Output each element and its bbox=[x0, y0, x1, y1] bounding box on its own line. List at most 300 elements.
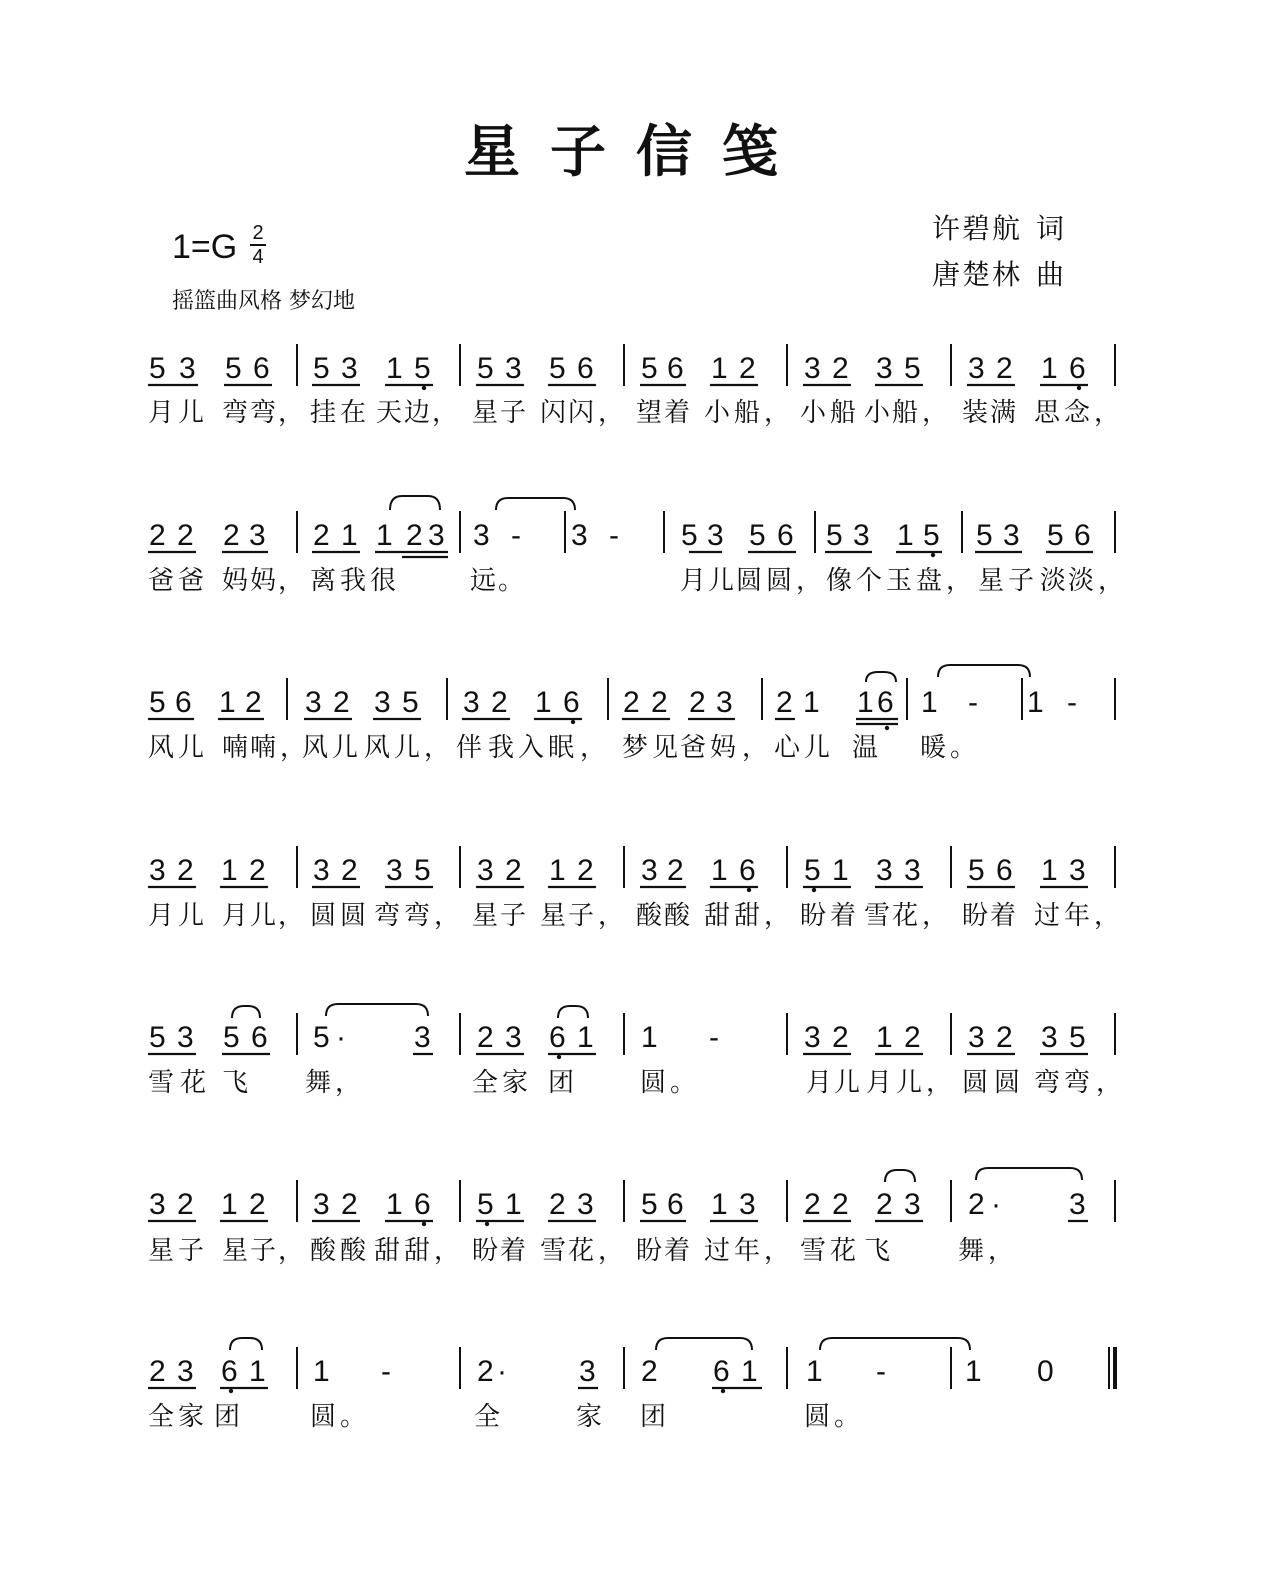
lyric-char: 淡 bbox=[1068, 566, 1095, 596]
lyric-char: 梦 bbox=[622, 733, 649, 763]
lyric-char: 见 bbox=[652, 733, 679, 763]
note-5: 5 bbox=[641, 1188, 658, 1221]
lyric-char: 圆 bbox=[804, 1402, 831, 1432]
note-2: 2 bbox=[149, 1355, 166, 1388]
lyric-char: 子 bbox=[568, 901, 595, 931]
lyric-char: 全 bbox=[474, 1402, 501, 1432]
low-octave-dot bbox=[422, 386, 426, 390]
note-3: 3 bbox=[463, 686, 480, 719]
lyric-char: 雪 bbox=[864, 901, 891, 931]
note-·: · bbox=[991, 1188, 1001, 1221]
note-2: 2 bbox=[245, 686, 262, 719]
lyric-char: ， bbox=[432, 398, 459, 428]
slur-arc bbox=[496, 498, 575, 510]
lyric-char: 风 bbox=[302, 733, 329, 763]
note-3: 3 bbox=[579, 1355, 596, 1388]
key-signature: 1=G bbox=[172, 228, 238, 266]
lyric-char: 圆 bbox=[736, 566, 763, 596]
lyric-char: 盼 bbox=[472, 1236, 499, 1266]
lyric-char: 星 bbox=[540, 901, 567, 931]
lyric-char: ， bbox=[434, 1236, 461, 1266]
lyric-char: 月 bbox=[148, 398, 175, 428]
slur-arc bbox=[820, 1338, 970, 1350]
slur-arc bbox=[976, 1168, 1082, 1180]
note-1: 1 bbox=[376, 519, 393, 552]
note-2: 2 bbox=[804, 1188, 821, 1221]
note-6: 6 bbox=[877, 686, 894, 719]
lyric-char: 儿 bbox=[708, 566, 735, 596]
note-3: 3 bbox=[577, 1188, 594, 1221]
low-octave-dot bbox=[721, 1389, 725, 1393]
lyric-char: 着 bbox=[664, 398, 691, 428]
lyricist-role: 词 bbox=[1036, 212, 1067, 245]
note-6: 6 bbox=[777, 519, 794, 552]
note-2: 2 bbox=[996, 1021, 1013, 1054]
lyric-char: ， bbox=[278, 1236, 305, 1266]
note-1: 1 bbox=[219, 686, 236, 719]
note-2: 2 bbox=[832, 1188, 849, 1221]
lyric-char: ， bbox=[278, 901, 305, 931]
note-2: 2 bbox=[549, 1188, 566, 1221]
note-2: 2 bbox=[577, 854, 594, 887]
note-1: 1 bbox=[505, 1188, 522, 1221]
note-1: 1 bbox=[535, 686, 552, 719]
lyric-char: 爸 bbox=[178, 566, 205, 596]
note-3: 3 bbox=[414, 1021, 431, 1054]
low-octave-dot bbox=[229, 1389, 233, 1393]
lyric-char: 。 bbox=[834, 1402, 861, 1432]
note-3: 3 bbox=[149, 854, 166, 887]
lyric-char: 风 bbox=[148, 733, 175, 763]
note-3: 3 bbox=[716, 686, 733, 719]
lyric-char: 子 bbox=[1008, 566, 1035, 596]
low-octave-dot bbox=[571, 720, 575, 724]
note-3: 3 bbox=[249, 519, 266, 552]
note-1: 1 bbox=[876, 1021, 893, 1054]
lyric-char: 月 bbox=[222, 901, 249, 931]
note-1: 1 bbox=[386, 352, 403, 385]
note-1: 1 bbox=[313, 1355, 330, 1388]
lyric-char: 入 bbox=[518, 733, 545, 763]
lyric-char: 思 bbox=[1034, 398, 1061, 428]
note-2: 2 bbox=[341, 1188, 358, 1221]
lyric-char: 离 bbox=[310, 566, 337, 596]
slur-arc bbox=[866, 672, 896, 682]
lyric-char: 儿 bbox=[394, 733, 421, 763]
tempo-marking: 摇篮曲风格 梦幻地 bbox=[172, 289, 355, 314]
lyric-char: ， bbox=[1096, 1068, 1123, 1098]
lyric-char: 花 bbox=[892, 901, 919, 931]
lyric-char: 弯 bbox=[222, 398, 249, 428]
lyric-char: 小 bbox=[800, 398, 827, 428]
note-2: 2 bbox=[477, 1021, 494, 1054]
note-6: 6 bbox=[414, 1188, 431, 1221]
lyric-char: 着 bbox=[990, 901, 1017, 931]
lyric-char: 圆 bbox=[962, 1068, 989, 1098]
note-2: 2 bbox=[832, 352, 849, 385]
note-2: 2 bbox=[249, 854, 266, 887]
note-1: 1 bbox=[221, 1188, 238, 1221]
note-3: 3 bbox=[505, 352, 522, 385]
note-3: 3 bbox=[477, 854, 494, 887]
note-3: 3 bbox=[853, 519, 870, 552]
note-1: 1 bbox=[1027, 686, 1044, 719]
note-3: 3 bbox=[177, 1021, 194, 1054]
lyric-char: 盘 bbox=[916, 566, 943, 596]
lyric-char: ， bbox=[922, 398, 949, 428]
note-3: 3 bbox=[876, 352, 893, 385]
note-2: 2 bbox=[313, 519, 330, 552]
lyric-char: 儿 bbox=[250, 901, 277, 931]
note-6: 6 bbox=[253, 352, 270, 385]
note-·: · bbox=[336, 1021, 346, 1054]
slur-arc bbox=[390, 496, 440, 510]
note-5: 5 bbox=[749, 519, 766, 552]
note-5: 5 bbox=[402, 686, 419, 719]
lyric-char: 甜 bbox=[374, 1236, 401, 1266]
song-title: 星子信笺 bbox=[464, 119, 808, 185]
composer-role: 曲 bbox=[1036, 258, 1067, 291]
note-3: 3 bbox=[386, 854, 403, 887]
note-1: 1 bbox=[921, 686, 938, 719]
note-3: 3 bbox=[177, 1355, 194, 1388]
slur-arc bbox=[232, 1006, 260, 1018]
lyric-char: 装 bbox=[962, 398, 989, 428]
note-3: 3 bbox=[876, 854, 893, 887]
lyric-char: 天 bbox=[376, 398, 403, 428]
note-2: 2 bbox=[641, 1355, 658, 1388]
lyric-char: 像 bbox=[826, 566, 853, 596]
lyric-char: 小 bbox=[704, 398, 731, 428]
lyric-char: 子 bbox=[500, 901, 527, 931]
lyric-char: 甜 bbox=[734, 901, 761, 931]
note-5: 5 bbox=[904, 352, 921, 385]
note-1: 1 bbox=[741, 1355, 758, 1388]
lyric-char: ， bbox=[434, 901, 461, 931]
note-6: 6 bbox=[667, 1188, 684, 1221]
lyric-char: ， bbox=[1094, 901, 1121, 931]
note-2: 2 bbox=[623, 686, 640, 719]
note-3: 3 bbox=[428, 519, 445, 552]
lyric-char: ， bbox=[764, 398, 791, 428]
lyric-char: 儿 bbox=[178, 398, 205, 428]
note-1: 1 bbox=[1041, 854, 1058, 887]
lyric-char: 年 bbox=[734, 1236, 761, 1266]
note-3: 3 bbox=[313, 1188, 330, 1221]
lyric-char: ， bbox=[278, 398, 305, 428]
lyric-char: 玉 bbox=[886, 566, 913, 596]
lyric-char: 。 bbox=[498, 566, 525, 596]
lyric-char: 温 bbox=[852, 733, 879, 763]
lyric-char: 喃 bbox=[250, 733, 277, 763]
lyric-char: 月 bbox=[866, 1068, 893, 1098]
note-5: 5 bbox=[477, 1188, 494, 1221]
lyric-char: 子 bbox=[178, 1236, 205, 1266]
note-5: 5 bbox=[641, 352, 658, 385]
note-1: 1 bbox=[897, 519, 914, 552]
note--: - bbox=[968, 686, 978, 719]
note-1: 1 bbox=[221, 854, 238, 887]
note-1: 1 bbox=[641, 1021, 658, 1054]
lyric-char: 弯 bbox=[1034, 1068, 1061, 1098]
lyric-char: 挂 bbox=[310, 398, 337, 428]
note-5: 5 bbox=[225, 352, 242, 385]
slur-arc bbox=[230, 1338, 262, 1350]
lyric-char: 弯 bbox=[250, 398, 277, 428]
lyric-char: 弯 bbox=[404, 901, 431, 931]
note-2: 2 bbox=[904, 1021, 921, 1054]
lyric-char: 。 bbox=[950, 733, 977, 763]
lyric-char: 家 bbox=[576, 1402, 603, 1432]
lyric-char: 满 bbox=[990, 398, 1017, 428]
note-5: 5 bbox=[968, 854, 985, 887]
lyric-char: 伴 bbox=[456, 733, 483, 763]
note-6: 6 bbox=[713, 1355, 730, 1388]
note-5: 5 bbox=[976, 519, 993, 552]
note-3: 3 bbox=[313, 854, 330, 887]
lyric-char: 圆 bbox=[640, 1068, 667, 1098]
lyric-char: 舞 bbox=[305, 1068, 332, 1098]
note-5: 5 bbox=[414, 854, 431, 887]
note-1: 1 bbox=[832, 854, 849, 887]
time-signature-bottom: 4 bbox=[252, 246, 264, 268]
lyric-char: 月 bbox=[148, 901, 175, 931]
note-2: 2 bbox=[832, 1021, 849, 1054]
lyric-char: 花 bbox=[568, 1236, 595, 1266]
lyric-char: 家 bbox=[502, 1068, 529, 1098]
lyric-char: ， bbox=[598, 1236, 625, 1266]
lyric-char: 船 bbox=[830, 398, 857, 428]
note-5: 5 bbox=[149, 352, 166, 385]
note-3: 3 bbox=[1041, 1021, 1058, 1054]
lyric-char: 星 bbox=[978, 566, 1005, 596]
lyric-char: 闪 bbox=[540, 398, 567, 428]
note-3: 3 bbox=[1069, 1188, 1086, 1221]
lyric-char: 花 bbox=[180, 1068, 207, 1098]
note-1: 1 bbox=[711, 854, 728, 887]
lyric-char: 远 bbox=[470, 566, 497, 596]
low-octave-dot bbox=[557, 1055, 561, 1059]
note-1: 1 bbox=[965, 1355, 982, 1388]
note-1: 1 bbox=[1041, 352, 1058, 385]
note-3: 3 bbox=[571, 519, 588, 552]
lyricist-name: 许碧航 bbox=[932, 212, 1023, 245]
lyric-char: 边 bbox=[404, 398, 431, 428]
note-1: 1 bbox=[803, 686, 820, 719]
lyric-char: 。 bbox=[340, 1402, 367, 1432]
lyric-char: ， bbox=[598, 398, 625, 428]
lyric-char: 酸 bbox=[636, 901, 663, 931]
note--: - bbox=[511, 519, 521, 552]
lyric-char: 妈 bbox=[222, 566, 249, 596]
lyric-char: 儿 bbox=[896, 1068, 923, 1098]
note-5: 5 bbox=[223, 1021, 240, 1054]
lyric-char: 在 bbox=[340, 398, 367, 428]
lyric-char: 圆 bbox=[340, 901, 367, 931]
slur-arc bbox=[326, 1004, 428, 1016]
note--: - bbox=[1067, 686, 1077, 719]
lyric-char: 飞 bbox=[864, 1236, 891, 1266]
lyric-char: 飞 bbox=[222, 1068, 249, 1098]
lyric-char: 圆 bbox=[310, 901, 337, 931]
low-octave-dot bbox=[747, 888, 751, 892]
lyric-char: ， bbox=[335, 1068, 362, 1098]
note-2: 2 bbox=[249, 1188, 266, 1221]
slur-arc bbox=[938, 665, 1030, 677]
lyric-char: ， bbox=[598, 901, 625, 931]
note-3: 3 bbox=[968, 1021, 985, 1054]
lyric-char: 船 bbox=[892, 398, 919, 428]
lyric-char: ， bbox=[742, 733, 769, 763]
lyric-char: 很 bbox=[370, 566, 397, 596]
note-1: 1 bbox=[711, 1188, 728, 1221]
lyric-char: 妈 bbox=[710, 733, 737, 763]
lyric-char: 过 bbox=[1034, 901, 1061, 931]
lyric-char: 舞 bbox=[958, 1236, 985, 1266]
note-1: 1 bbox=[249, 1355, 266, 1388]
lyric-char: 甜 bbox=[704, 901, 731, 931]
note-6: 6 bbox=[251, 1021, 268, 1054]
lyric-char: 全 bbox=[148, 1402, 175, 1432]
note-3: 3 bbox=[505, 1021, 522, 1054]
note-5: 5 bbox=[681, 519, 698, 552]
lyric-char: 圆 bbox=[310, 1402, 337, 1432]
lyric-char: 雪 bbox=[800, 1236, 827, 1266]
note-0: 0 bbox=[1037, 1355, 1054, 1388]
slur-arc bbox=[656, 1338, 752, 1350]
lyric-char: ， bbox=[764, 901, 791, 931]
lyric-char: 圆 bbox=[766, 566, 793, 596]
lyric-char: ， bbox=[424, 733, 451, 763]
note-3: 3 bbox=[305, 686, 322, 719]
note-3: 3 bbox=[341, 352, 358, 385]
note-2: 2 bbox=[223, 519, 240, 552]
lyric-char: 星 bbox=[222, 1236, 249, 1266]
lyric-char: 家 bbox=[178, 1402, 205, 1432]
note--: - bbox=[876, 1355, 886, 1388]
lyric-char: 念 bbox=[1064, 398, 1091, 428]
note-5: 5 bbox=[313, 1021, 330, 1054]
lyric-char: ， bbox=[988, 1236, 1015, 1266]
lyric-char: ， bbox=[796, 566, 823, 596]
lyric-char: ， bbox=[280, 733, 307, 763]
low-octave-dot bbox=[1077, 386, 1081, 390]
note-6: 6 bbox=[221, 1355, 238, 1388]
note--: - bbox=[381, 1355, 391, 1388]
lyric-char: 团 bbox=[640, 1402, 667, 1432]
lyric-char: 小 bbox=[864, 398, 891, 428]
lyric-char: 心 bbox=[774, 733, 801, 763]
lyric-char: 月 bbox=[806, 1068, 833, 1098]
lyric-char: 雪 bbox=[148, 1068, 175, 1098]
note-6: 6 bbox=[577, 352, 594, 385]
note-1: 1 bbox=[577, 1021, 594, 1054]
lyric-char: 儿 bbox=[178, 901, 205, 931]
lyric-char: ， bbox=[922, 901, 949, 931]
lyric-char: 妈 bbox=[250, 566, 277, 596]
lyric-char: 星 bbox=[148, 1236, 175, 1266]
note-2: 2 bbox=[996, 352, 1013, 385]
note-5: 5 bbox=[549, 352, 566, 385]
note-5: 5 bbox=[149, 1021, 166, 1054]
note-2: 2 bbox=[739, 352, 756, 385]
low-octave-dot bbox=[485, 1222, 489, 1226]
note-2: 2 bbox=[341, 854, 358, 887]
note--: - bbox=[609, 519, 619, 552]
note-3: 3 bbox=[804, 1021, 821, 1054]
note-3: 3 bbox=[1069, 854, 1086, 887]
note-6: 6 bbox=[667, 352, 684, 385]
lyric-char: 全 bbox=[472, 1068, 499, 1098]
lyric-char: 酸 bbox=[310, 1236, 337, 1266]
note-3: 3 bbox=[179, 352, 196, 385]
lyric-char: 月 bbox=[680, 566, 707, 596]
time-signature-top: 2 bbox=[252, 222, 264, 244]
lyric-char: 个 bbox=[856, 566, 883, 596]
note-5: 5 bbox=[313, 352, 330, 385]
note-3: 3 bbox=[804, 352, 821, 385]
note-6: 6 bbox=[739, 854, 756, 887]
low-octave-dot bbox=[812, 888, 816, 892]
lyric-char: 子 bbox=[250, 1236, 277, 1266]
lyric-char: 酸 bbox=[340, 1236, 367, 1266]
note--: - bbox=[709, 1021, 719, 1054]
note-1: 1 bbox=[857, 686, 874, 719]
note-5: 5 bbox=[477, 352, 494, 385]
note-2: 2 bbox=[177, 519, 194, 552]
lyric-char: 年 bbox=[1064, 901, 1091, 931]
lyric-char: 盼 bbox=[800, 901, 827, 931]
lyric-char: 风 bbox=[364, 733, 391, 763]
note-·: · bbox=[497, 1355, 507, 1388]
lyric-char: 。 bbox=[670, 1068, 697, 1098]
note-2: 2 bbox=[333, 686, 350, 719]
slur-arc bbox=[558, 1006, 588, 1018]
lyric-char: 星 bbox=[472, 398, 499, 428]
note-2: 2 bbox=[177, 1188, 194, 1221]
lyric-char: 暖 bbox=[920, 733, 947, 763]
note-3: 3 bbox=[707, 519, 724, 552]
note-5: 5 bbox=[923, 519, 940, 552]
lyric-char: 甜 bbox=[404, 1236, 431, 1266]
lyric-char: 星 bbox=[472, 901, 499, 931]
note-2: 2 bbox=[667, 854, 684, 887]
note-2: 2 bbox=[177, 854, 194, 887]
lyric-char: 盼 bbox=[636, 1236, 663, 1266]
lyric-char: 船 bbox=[734, 398, 761, 428]
lyric-char: 儿 bbox=[178, 733, 205, 763]
note-2: 2 bbox=[149, 519, 166, 552]
note-2: 2 bbox=[406, 519, 423, 552]
lyric-char: ， bbox=[764, 1236, 791, 1266]
lyric-char: 爸 bbox=[680, 733, 707, 763]
note-2: 2 bbox=[689, 686, 706, 719]
note-1: 1 bbox=[806, 1355, 823, 1388]
note-1: 1 bbox=[386, 1188, 403, 1221]
slur-arc bbox=[885, 1170, 915, 1182]
lyric-char: 团 bbox=[214, 1402, 241, 1432]
lyric-char: 儿 bbox=[834, 1068, 861, 1098]
lyric-char: 我 bbox=[340, 566, 367, 596]
lyric-char: 团 bbox=[548, 1068, 575, 1098]
note-1: 1 bbox=[341, 519, 358, 552]
lyric-char: 我 bbox=[488, 733, 515, 763]
lyric-char: 酸 bbox=[664, 901, 691, 931]
lyric-char: 着 bbox=[664, 1236, 691, 1266]
lyric-char: 望 bbox=[636, 398, 663, 428]
note-2: 2 bbox=[776, 686, 793, 719]
note-3: 3 bbox=[149, 1188, 166, 1221]
